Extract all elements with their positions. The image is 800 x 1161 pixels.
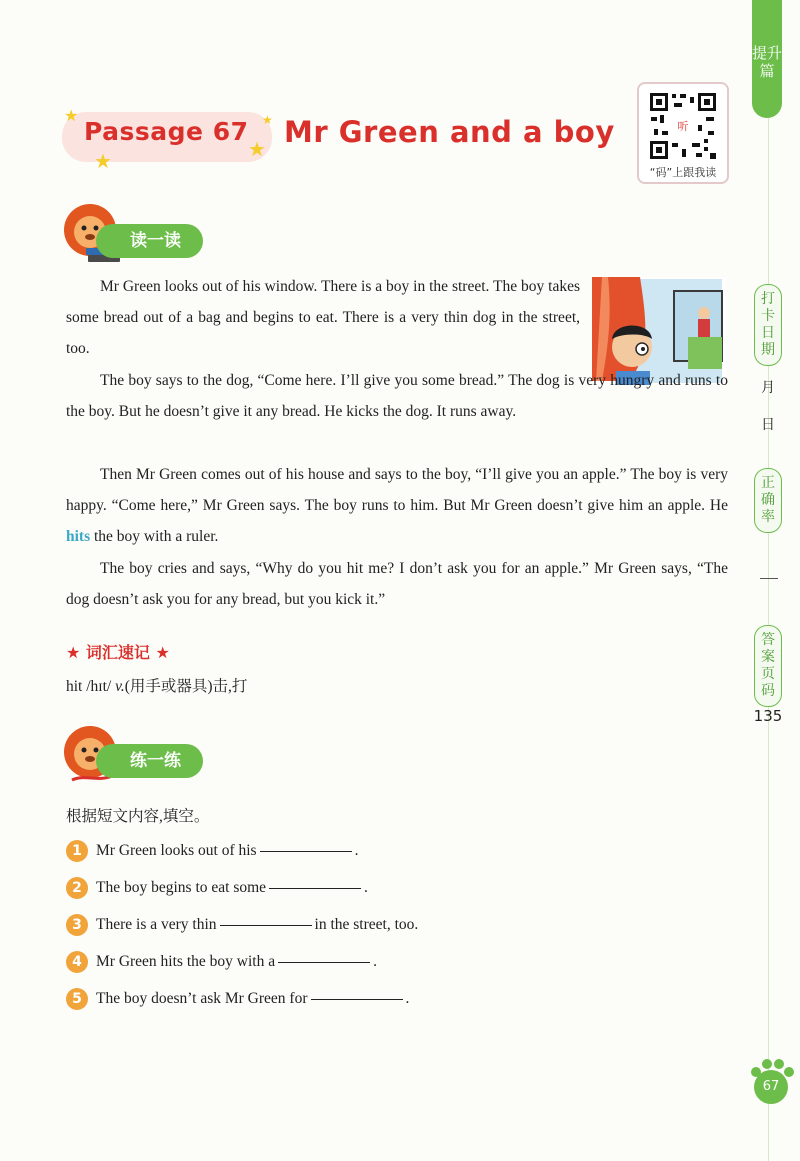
answer-blank[interactable]: [260, 850, 352, 852]
question-number-badge: 1: [66, 840, 88, 862]
answer-blank[interactable]: [220, 924, 312, 926]
question-number-badge: 4: [66, 951, 88, 973]
star-icon: ★: [262, 113, 273, 127]
checkin-date-label: 打卡日期: [754, 284, 782, 366]
accuracy-blank: [760, 578, 778, 579]
section-practice-heading: 练一练: [96, 744, 203, 778]
month-label: 月: [761, 380, 775, 396]
question-1: 1 Mr Green looks out of his .: [66, 840, 358, 862]
qr-code-card[interactable]: [637, 82, 729, 184]
paragraph-2: The boy says to the dog, “Come here. I’ll give you some bread.” The dog is very hungry and runs to the boy. But he doesn’t give it any bread. He kicks the dog. It runs away.: [66, 372, 728, 420]
listen-label: 听: [673, 119, 693, 135]
vocab-heading: ★ 词汇速记 ★: [66, 643, 170, 662]
page-number: 67: [754, 1070, 788, 1104]
star-icon: ★: [94, 151, 112, 173]
sidebar-rule: [768, 0, 769, 1161]
answer-blank[interactable]: [278, 961, 370, 963]
section-read-heading: 读一读: [96, 224, 203, 258]
star-icon: ★: [64, 108, 79, 125]
question-number-badge: 2: [66, 877, 88, 899]
day-label: 日: [761, 417, 775, 433]
paragraph-1: Mr Green looks out of his window. There is a boy in the street. The boy takes some bread out of a bag and begins to eat. There is a very thin dog in the street, too.: [66, 278, 580, 357]
vocab-entry: hit /hɪt/ v.(用手或器具)击,打: [66, 678, 248, 695]
level-tab-label: 提升篇: [752, 44, 783, 80]
answer-page-label: 答案页码: [754, 625, 782, 707]
answer-blank[interactable]: [269, 887, 361, 889]
question-3: 3 There is a very thin in the street, too.: [66, 914, 418, 936]
highlighted-word: hits: [66, 528, 91, 545]
question-5: 5 The boy doesn’t ask Mr Green for .: [66, 988, 409, 1010]
qr-caption: “码”上跟我读: [649, 166, 717, 179]
page-title: Mr Green and a boy: [284, 115, 615, 149]
question-number-badge: 3: [66, 914, 88, 936]
accuracy-label: 正确率: [754, 468, 782, 533]
exercise-instruction: 根据短文内容,填空。: [66, 808, 210, 825]
paragraph-4: The boy cries and says, “Why do you hit me? I don’t ask you for an apple.” Mr Green says, “The dog doesn’t ask you for any bread, but you kick it.”: [66, 560, 728, 608]
question-4: 4 Mr Green hits the boy with a .: [66, 951, 377, 973]
passage-number: Passage 67: [84, 117, 249, 146]
paragraph-3: Then Mr Green comes out of his house and says to the boy, “I’ll give you an apple.” The boy is very happy. “Come here,” Mr Green says. The boy runs to him. But Mr Green doesn’t give him an apple. He hits the boy with a ruler.: [66, 466, 728, 545]
answer-page-number: 135: [753, 707, 783, 725]
answer-blank[interactable]: [311, 998, 403, 1000]
question-2: 2 The boy begins to eat some .: [66, 877, 368, 899]
question-number-badge: 5: [66, 988, 88, 1010]
star-icon: ★: [248, 139, 266, 161]
